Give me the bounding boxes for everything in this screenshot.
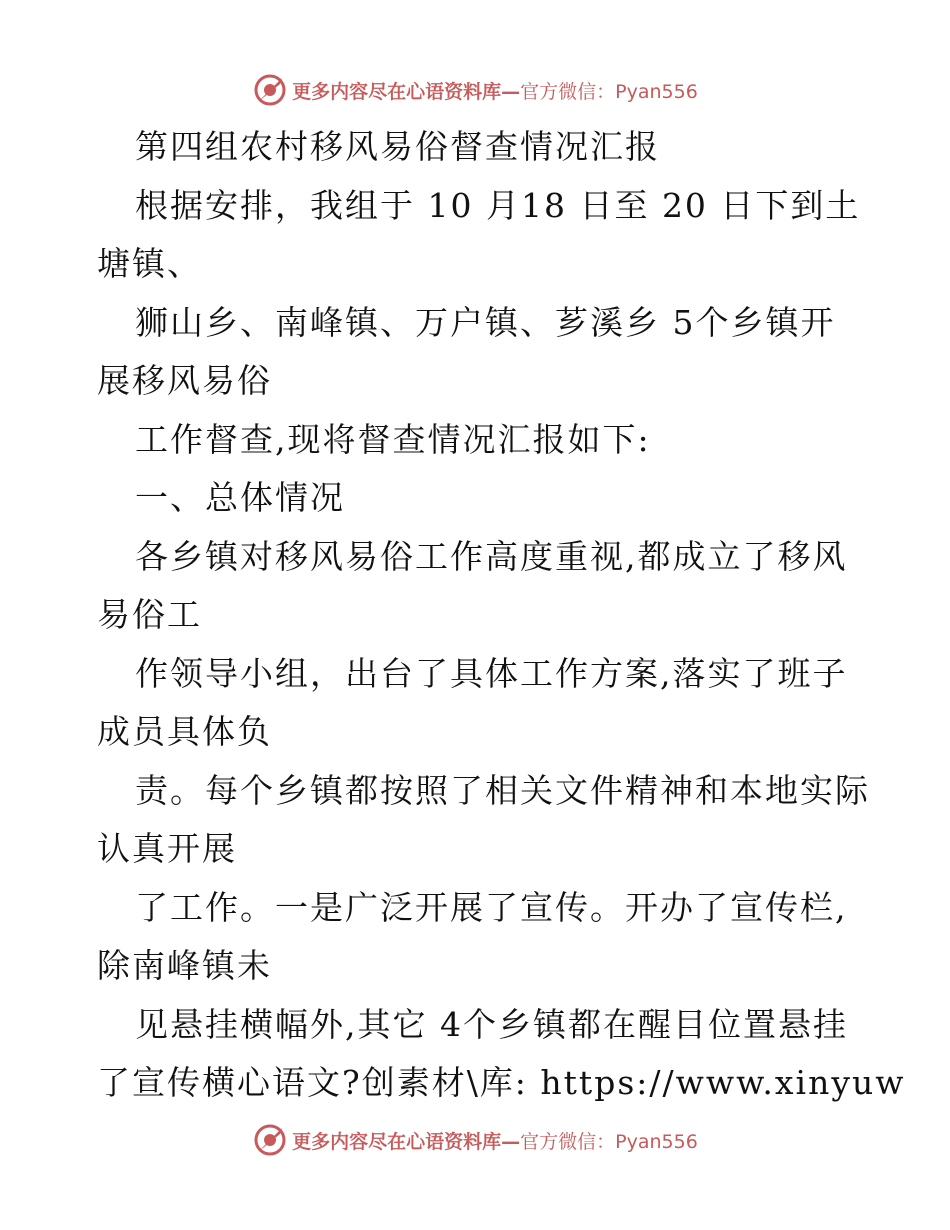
doc-line: 成员具体负 [97,712,272,751]
doc-line: 工作督查,现将督查情况汇报如下: [135,419,651,459]
doc-line: 作领导小组，出台了具体工作方案,落实了班子 [135,653,848,693]
brand-logo-icon [252,72,288,108]
doc-line: 见悬挂横幅外,其它 4个乡镇都在醒目位置悬挂 [135,1004,848,1044]
brand-logo-icon [252,1122,288,1158]
doc-line: 除南峰镇未 [97,946,272,985]
doc-line: 易俗工 [97,595,202,634]
doc-line: 根据安排，我组于 10 月18 日至 20 日下到土 [135,185,861,225]
doc-line: 塘镇、 [97,244,202,283]
doc-title: 第四组农村移风易俗督查情况汇报 [135,127,660,166]
header-watermark [0,70,950,110]
section-heading: 一、总体情况 [135,478,345,517]
doc-line: 责。每个乡镇都按照了相关文件精神和本地实际 [135,770,870,810]
doc-line: 各乡镇对移风易俗工作高度重视,都成立了移风 [135,536,848,576]
watermark-main-text: 更多内容尽在心语资料库— [292,1130,521,1153]
doc-line: 了工作。一是广泛开展了宣传。开办了宣传栏, [135,887,848,927]
doc-line: 狮山乡、南峰镇、万户镇、芗溪乡 5个乡镇开 [135,302,836,342]
footer-watermark [0,1120,950,1160]
document-body [97,118,906,1113]
doc-line: 认真开展 [97,829,237,868]
watermark-main-text: 更多内容尽在心语资料库— [292,80,521,103]
doc-line: 展移风易俗 [97,361,272,400]
watermark-contact-text: 官方微信：Pyan556 [520,1130,698,1153]
doc-line: 了宣传横心语文?创素材\库: https://www.xinyuw [97,1063,906,1102]
watermark-contact-text: 官方微信：Pyan556 [520,80,698,103]
